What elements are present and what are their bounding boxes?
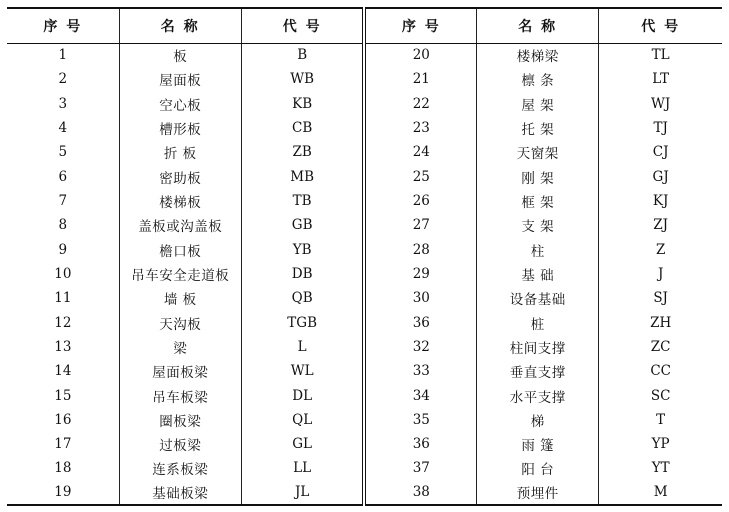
cell-name-right: 楼梯梁 [477, 43, 599, 67]
cell-seq-left: 11 [54, 290, 72, 307]
cell-code-right: CJ [599, 140, 722, 164]
cell-code-left: ZB [241, 140, 364, 164]
cell-seq-left: 10 [54, 265, 72, 282]
cell-name-right: 雨 篷 [477, 432, 599, 456]
cell-seq-left: 6 [58, 168, 68, 185]
cell-name-left: 吊车安全走道板 [119, 262, 241, 286]
cell-code-left: KB [241, 92, 364, 116]
cell-seq-right: 21 [364, 67, 476, 91]
cell-code-left: YB [241, 238, 364, 262]
cell-seq-left: 1 [58, 47, 68, 64]
table-body [7, 43, 722, 505]
cell-name-left: 梁 [119, 335, 241, 359]
cell-name-left: 槽形板 [119, 116, 241, 140]
cell-name-left: 板 [119, 43, 241, 67]
header-code-left: 代 号 [241, 8, 364, 43]
cell-seq-left: 5 [58, 144, 68, 161]
cell-seq-right: 28 [364, 238, 476, 262]
cell-seq-right: 27 [364, 213, 476, 237]
cell-code-right: WJ [599, 92, 722, 116]
cell-name-right: 刚 架 [477, 165, 599, 189]
cell-code-left: LL [241, 456, 364, 480]
cell-name-right: 天窗架 [477, 140, 599, 164]
cell-seq-left: 12 [54, 314, 72, 331]
cell-seq-left: 17 [54, 436, 72, 453]
cell-name-left: 屋面板 [119, 67, 241, 91]
cell-code-left: WB [241, 67, 364, 91]
cell-code-right: SJ [599, 286, 722, 310]
cell-seq-right: 36 [364, 432, 476, 456]
table-row [7, 67, 722, 91]
cell-seq-right: 22 [364, 92, 476, 116]
cell-seq-right: 37 [364, 456, 476, 480]
cell-seq-right: 36 [364, 310, 476, 334]
cell-name-right: 设备基础 [477, 286, 599, 310]
cell-name-right: 水平支撑 [477, 383, 599, 407]
table-row [7, 310, 722, 334]
cell-code-left: TGB [241, 310, 364, 334]
cell-code-right: ZH [599, 310, 722, 334]
table-row [7, 286, 722, 310]
cell-seq-left: 13 [54, 338, 72, 355]
cell-name-left: 吊车板梁 [119, 383, 241, 407]
table-row [7, 43, 722, 67]
header-name-left: 名 称 [119, 8, 241, 43]
cell-name-left: 基础板梁 [119, 481, 241, 505]
cell-code-right: LT [599, 67, 722, 91]
cell-name-right: 桩 [477, 310, 599, 334]
cell-code-right: GJ [599, 165, 722, 189]
cell-seq-right: 29 [364, 262, 476, 286]
header-seq-right: 序 号 [364, 8, 476, 43]
cell-name-right: 基 础 [477, 262, 599, 286]
document-page [7, 7, 722, 506]
cell-seq-left: 9 [58, 241, 68, 258]
cell-code-left: GB [241, 213, 364, 237]
cell-code-right: YT [599, 456, 722, 480]
header-name-right: 名 称 [477, 8, 599, 43]
table-row [7, 432, 722, 456]
table-row [7, 359, 722, 383]
cell-name-right: 支 架 [477, 213, 599, 237]
cell-seq-left: 16 [54, 411, 72, 428]
cell-code-left: QL [241, 408, 364, 432]
cell-name-left: 过板梁 [119, 432, 241, 456]
cell-name-left: 空心板 [119, 92, 241, 116]
cell-code-left: WL [241, 359, 364, 383]
table-header [7, 8, 722, 43]
cell-name-left: 檐口板 [119, 238, 241, 262]
table-row [7, 165, 722, 189]
cell-name-left: 屋面板梁 [119, 359, 241, 383]
cell-seq-left: 7 [58, 193, 68, 210]
cell-name-left: 楼梯板 [119, 189, 241, 213]
table-row [7, 238, 722, 262]
cell-name-right: 梯 [477, 408, 599, 432]
cell-name-right: 阳 台 [477, 456, 599, 480]
table-row [7, 408, 722, 432]
cell-code-right: M [599, 481, 722, 505]
cell-name-left: 连系板梁 [119, 456, 241, 480]
cell-seq-right: 30 [364, 286, 476, 310]
cell-name-left: 墙 板 [119, 286, 241, 310]
table-row [7, 189, 722, 213]
table-row [7, 456, 722, 480]
cell-name-right: 垂直支撑 [477, 359, 599, 383]
cell-code-right: SC [599, 383, 722, 407]
cell-seq-right: 24 [364, 140, 476, 164]
cell-name-right: 屋 架 [477, 92, 599, 116]
table-row [7, 262, 722, 286]
cell-code-left: JL [241, 481, 364, 505]
cell-seq-right: 20 [364, 43, 476, 67]
cell-seq-left: 18 [54, 460, 72, 477]
cell-name-right: 柱 [477, 238, 599, 262]
component-code-table [7, 7, 722, 506]
cell-code-right: T [599, 408, 722, 432]
cell-code-right: CC [599, 359, 722, 383]
cell-name-right: 檩 条 [477, 67, 599, 91]
cell-code-left: MB [241, 165, 364, 189]
cell-name-left: 密助板 [119, 165, 241, 189]
table-row [7, 140, 722, 164]
cell-code-right: YP [599, 432, 722, 456]
cell-seq-left: 14 [54, 363, 72, 380]
cell-code-left: L [241, 335, 364, 359]
cell-seq-left: 19 [54, 484, 72, 501]
cell-code-right: ZC [599, 335, 722, 359]
cell-code-left: DL [241, 383, 364, 407]
cell-seq-left: 15 [54, 387, 72, 404]
cell-code-right: Z [599, 238, 722, 262]
table-row [7, 116, 722, 140]
cell-seq-right: 33 [364, 359, 476, 383]
header-row [7, 8, 722, 43]
cell-seq-right: 35 [364, 408, 476, 432]
cell-name-left: 盖板或沟盖板 [119, 213, 241, 237]
cell-seq-left: 2 [58, 71, 68, 88]
cell-name-left: 折 板 [119, 140, 241, 164]
cell-seq-right: 23 [364, 116, 476, 140]
cell-seq-right: 26 [364, 189, 476, 213]
cell-name-right: 柱间支撑 [477, 335, 599, 359]
cell-name-right: 托 架 [477, 116, 599, 140]
cell-code-left: QB [241, 286, 364, 310]
cell-seq-left: 4 [58, 120, 68, 137]
cell-code-left: GL [241, 432, 364, 456]
cell-seq-right: 38 [364, 481, 476, 505]
cell-seq-right: 25 [364, 165, 476, 189]
cell-code-right: KJ [599, 189, 722, 213]
table-row [7, 92, 722, 116]
cell-code-left: TB [241, 189, 364, 213]
cell-code-right: J [599, 262, 722, 286]
table-row [7, 481, 722, 505]
cell-code-right: TJ [599, 116, 722, 140]
cell-name-right: 预埋件 [477, 481, 599, 505]
cell-code-left: B [241, 43, 364, 67]
cell-code-right: TL [599, 43, 722, 67]
cell-name-right: 框 架 [477, 189, 599, 213]
cell-code-left: DB [241, 262, 364, 286]
table-row [7, 213, 722, 237]
cell-code-left: CB [241, 116, 364, 140]
header-code-right: 代 号 [599, 8, 722, 43]
table-row [7, 383, 722, 407]
cell-code-right: ZJ [599, 213, 722, 237]
cell-seq-right: 34 [364, 383, 476, 407]
header-seq-left: 序 号 [7, 8, 119, 43]
cell-name-left: 天沟板 [119, 310, 241, 334]
cell-seq-right: 32 [364, 335, 476, 359]
cell-seq-left: 3 [58, 95, 68, 112]
cell-name-left: 圈板梁 [119, 408, 241, 432]
cell-seq-left: 8 [58, 217, 68, 234]
table-row [7, 335, 722, 359]
